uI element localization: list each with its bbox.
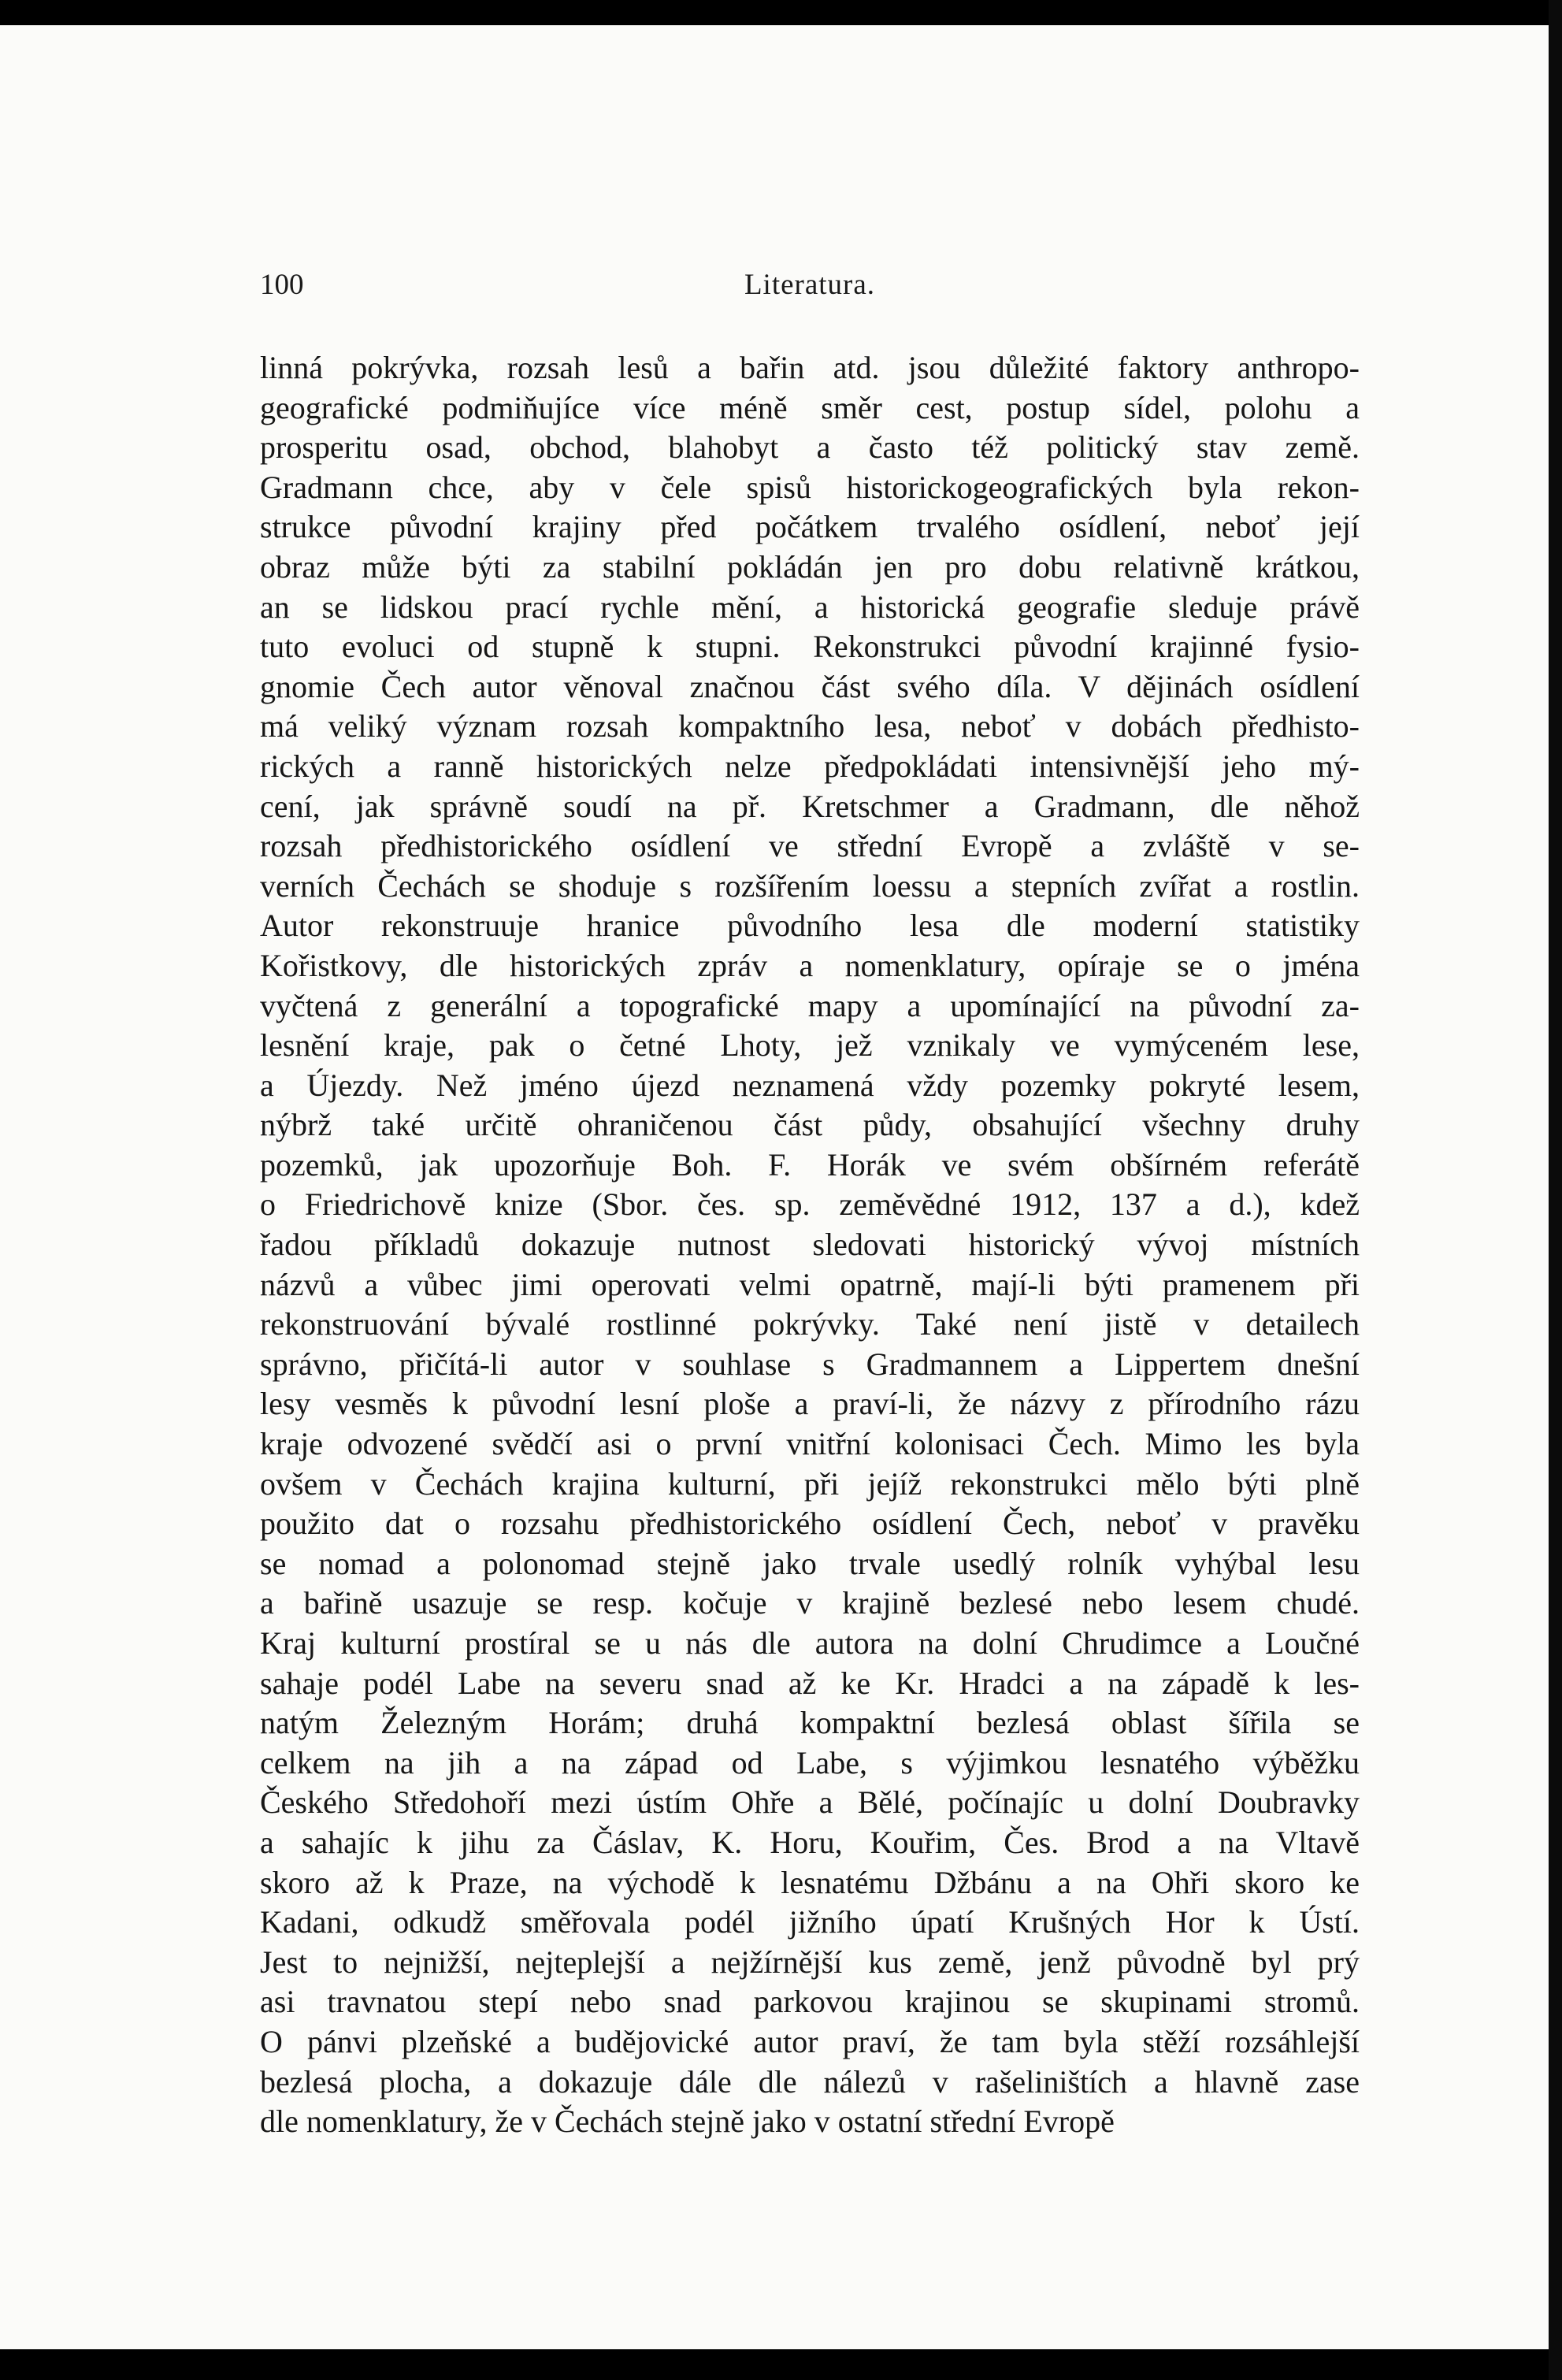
text-line: geografické podmiňujíce více méně směr cest, postup sídel, polohu a	[260, 389, 1360, 425]
text-line: rických a ranně historických nelze předpokládati intensivnější jeho mý-	[260, 748, 1360, 784]
scan-edge	[1549, 0, 1562, 2380]
text-line: Českého Středohoří mezi ústím Ohře a Bělé, počínajíc u dolní Doubravky	[260, 1784, 1360, 1821]
text-line: natým Železným Horám; druhá kompaktní bezlesá oblast šířila se	[260, 1705, 1360, 1741]
text-line: Gradmann chce, aby v čele spisů historickogeografických byla rekon-	[260, 469, 1360, 505]
text-line: nýbrž také určitě ohraničenou část půdy, obsahující všechny druhy	[260, 1107, 1360, 1143]
text-line: správno, přičítá-li autor v souhlase s Gradmannem a Lippertem dnešní	[260, 1346, 1360, 1382]
running-title: Literatura.	[744, 269, 876, 301]
text-line: má veliký význam rozsah kompaktního lesa, neboť v dobách předhisto-	[260, 708, 1360, 744]
text-line: použito dat o rozsahu předhistorického osídlení Čech, neboť v pravěku	[260, 1506, 1360, 1542]
text-line: ovšem v Čechách krajina kulturní, při jejíž rekonstrukci mělo býti plně	[260, 1465, 1360, 1502]
text-line: lesy vesměs k původní lesní ploše a praví-li, že názvy z přírodního rázu	[260, 1386, 1360, 1422]
text-line: se nomad a polonomad stejně jako trvale usedlý rolník vyhýbal lesu	[260, 1545, 1360, 1581]
text-line: sahaje podél Labe na severu snad až ke Kr. Hradci a na západě k les-	[260, 1665, 1360, 1701]
text-line: strukce původní krajiny před počátkem trvalého osídlení, neboť její	[260, 509, 1360, 545]
text-line: tuto evoluci od stupně k stupni. Rekonstrukci původní krajinné fysio-	[260, 629, 1360, 665]
text-line: verních Čechách se shoduje s rozšířením loessu a stepních zvířat a rostlin.	[260, 867, 1360, 904]
text-line: dle nomenklatury, že v Čechách stejně jako v ostatní střední Evropě	[260, 2103, 1115, 2140]
text-line: a Újezdy. Než jméno újezd neznamená vždy pozemky pokryté lesem,	[260, 1067, 1360, 1103]
text-line: kraje odvozené svědčí asi o první vnitřní kolonisaci Čech. Mimo les byla	[260, 1426, 1360, 1462]
text-line: Kadani, odkudž směřovala podél jižního úpatí Krušných Hor k Ústí.	[260, 1904, 1360, 1940]
text-line: celkem na jih a na západ od Labe, s výjimkou lesnatého výběžku	[260, 1744, 1360, 1780]
text-line: O pánvi plzeňské a budějovické autor praví, že tam byla stěží rozsáhlejší	[260, 2023, 1360, 2059]
text-line: Kraj kulturní prostíral se u nás dle autora na dolní Chrudimce a Loučné	[260, 1625, 1360, 1661]
text-line: a sahajíc k jihu za Čáslav, K. Horu, Kouřim, Čes. Brod a na Vltavě	[260, 1824, 1360, 1860]
text-line: asi travnatou stepí nebo snad parkovou krajinou se skupinami stromů.	[260, 1984, 1360, 2020]
text-line: názvů a vůbec jimi operovati velmi opatrně, mají-li býti pramenem při	[260, 1266, 1360, 1302]
text-line: cení, jak správně soudí na př. Kretschmer a Gradmann, dle něhož	[260, 788, 1360, 824]
text-line: bezlesá plocha, a dokazuje dále dle nálezů v rašeliništích a hlavně zase	[260, 2063, 1360, 2100]
text-line: linná pokrývka, rozsah lesů a bařin atd. jsou důležité faktory anthropo-	[260, 350, 1360, 385]
text-line: Kořistkovy, dle historických zpráv a nomenklatury, opíraje se o jména	[260, 947, 1360, 983]
text-line: obraz může býti za stabilní pokládán jen pro dobu relativně krátkou,	[260, 548, 1360, 585]
text-line: rozsah předhistorického osídlení ve střední Evropě a zvláště v se-	[260, 828, 1360, 864]
text-line: Jest to nejnižší, nejteplejší a nejžírnější kus země, jenž původně byl prý	[260, 1944, 1360, 1980]
text-line: o Friedrichově knize (Sbor. čes. sp. zeměvědné 1912, 137 a d.), kdež	[260, 1186, 1360, 1223]
text-line: Autor rekonstruuje hranice původního lesa dle moderní statistiky	[260, 908, 1360, 944]
text-line: prosperitu osad, obchod, blahobyt a často též politický stav země.	[260, 429, 1360, 466]
text-line: pozemků, jak upozorňuje Boh. F. Horák ve svém obšírném referátě	[260, 1146, 1360, 1183]
text-line: lesnění kraje, pak o četné Lhoty, jež vznikaly ve vymýceném lese,	[260, 1027, 1360, 1064]
book-page	[0, 25, 1549, 2349]
text-line: skoro až k Praze, na východě k lesnatému Džbánu a na Ohři skoro ke	[260, 1864, 1360, 1900]
text-line: an se lidskou prací rychle mění, a historická geografie sleduje právě	[260, 589, 1360, 625]
page-number: 100	[260, 269, 304, 301]
text-line: gnomie Čech autor věnoval značnou část svého díla. V dějinách osídlení	[260, 668, 1360, 704]
text-line: vyčtená z generální a topografické mapy a upomínající na původní za-	[260, 987, 1360, 1023]
running-head	[260, 268, 1360, 315]
text-line: rekonstruování bývalé rostlinné pokrývky. Také není jistě v detailech	[260, 1306, 1360, 1342]
body-text	[260, 348, 1360, 2142]
text-line: řadou příkladů dokazuje nutnost sledovati historický vývoj místních	[260, 1227, 1360, 1263]
text-line: a bařině usazuje se resp. kočuje v krajině bezlesé nebo lesem chudé.	[260, 1585, 1360, 1621]
